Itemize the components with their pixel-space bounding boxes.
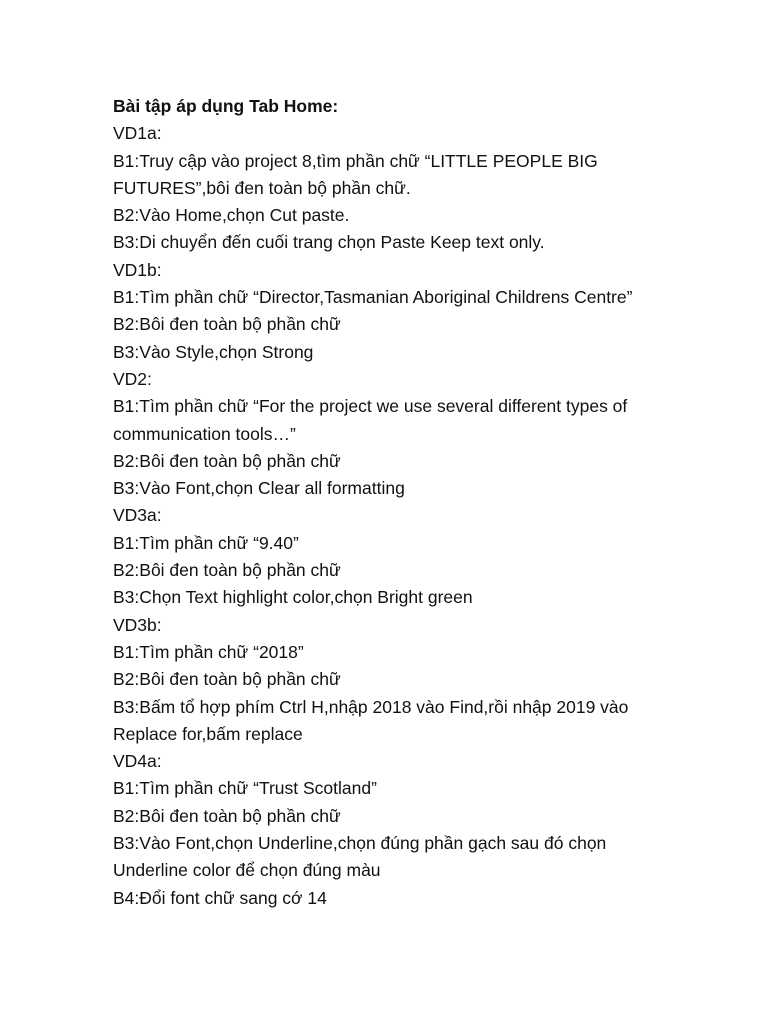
text-line: B3:Bấm tổ hợp phím Ctrl H,nhập 2018 vào Find,rồi nhập 2019 vào — [113, 696, 629, 717]
text-line: VD1b: — [113, 259, 162, 280]
text-line: B4:Đổi font chữ sang cớ 14 — [113, 887, 327, 908]
text-line: B2:Bôi đen toàn bộ phần chữ — [113, 450, 341, 471]
text-line: VD4a: — [113, 751, 162, 772]
text-line: VD1a: — [113, 123, 162, 144]
text-line: Underline color để chọn đúng màu — [113, 860, 381, 881]
text-line: Replace for,bấm replace — [113, 723, 303, 744]
text-line: B2:Bôi đen toàn bộ phần chữ — [113, 560, 341, 581]
text-line: B3:Di chuyển đến cuối trang chọn Paste Keep text only. — [113, 232, 545, 253]
text-line: B1:Tìm phần chữ “Director,Tasmanian Aboriginal Childrens Centre” — [113, 287, 633, 308]
text-line: VD3b: — [113, 614, 162, 635]
text-line: VD3a: — [113, 505, 162, 526]
text-line: B3:Chọn Text highlight color,chọn Bright green — [113, 587, 473, 608]
text-line: B1:Tìm phần chữ “For the project we use several different types of — [113, 396, 628, 417]
document-body — [113, 93, 673, 912]
text-line: B2:Bôi đen toàn bộ phần chữ — [113, 669, 341, 690]
text-line: B3:Vào Font,chọn Underline,chọn đúng phần gạch sau đó chọn — [113, 833, 607, 854]
text-line: B1:Tìm phần chữ “2018” — [113, 641, 304, 662]
text-line: B1:Tìm phần chữ “9.40” — [113, 532, 299, 553]
text-line: B3:Vào Style,chọn Strong — [113, 341, 314, 362]
text-line: B3:Vào Font,chọn Clear all formatting — [113, 478, 405, 499]
text-line: VD2: — [113, 368, 152, 389]
text-line: B1:Truy cập vào project 8,tìm phần chữ “LITTLE PEOPLE BIG — [113, 150, 598, 171]
text-line: B2:Vào Home,chọn Cut paste. — [113, 205, 350, 226]
text-line: B2:Bôi đen toàn bộ phần chữ — [113, 805, 341, 826]
text-line: communication tools…” — [113, 423, 296, 444]
text-line: FUTURES”,bôi đen toàn bộ phần chữ. — [113, 177, 411, 198]
document-title: Bài tập áp dụng Tab Home: — [113, 96, 339, 116]
text-line: B2:Bôi đen toàn bộ phần chữ — [113, 314, 341, 335]
text-line: B1:Tìm phần chữ “Trust Scotland” — [113, 778, 377, 799]
